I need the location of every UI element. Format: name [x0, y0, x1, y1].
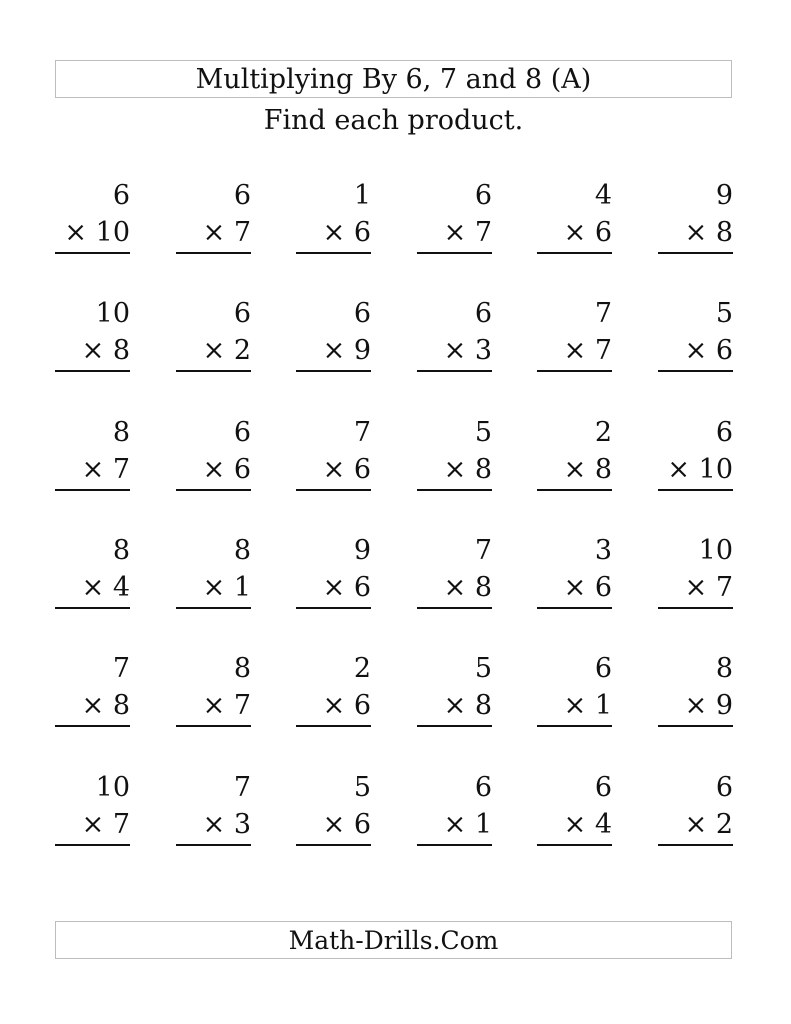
multiplication-sign: ×	[81, 572, 105, 603]
answer-line	[176, 844, 251, 846]
answer-line	[55, 725, 130, 727]
multiplication-problem	[176, 773, 251, 853]
top-factor: 2	[353, 653, 371, 684]
top-factor: 6	[474, 180, 492, 211]
multiplication-sign: ×	[202, 809, 226, 840]
multiplication-problem	[658, 536, 733, 616]
bottom-factor: 3	[474, 335, 492, 366]
bottom-factor: 8	[474, 572, 492, 603]
bottom-factor: 6	[353, 454, 371, 485]
multiplication-problem	[55, 181, 130, 261]
multiplication-problem	[176, 654, 251, 734]
top-factor: 8	[112, 535, 130, 566]
answer-line	[537, 252, 612, 254]
multiplication-problem	[176, 418, 251, 498]
bottom-factor-line	[82, 691, 130, 721]
bottom-factor-line	[323, 573, 371, 603]
top-factor: 8	[233, 653, 251, 684]
bottom-factor: 2	[233, 335, 251, 366]
multiplication-problem	[296, 418, 371, 498]
multiplication-sign: ×	[322, 217, 346, 248]
top-factor: 8	[112, 417, 130, 448]
multiplication-sign: ×	[202, 572, 226, 603]
answer-line	[658, 725, 733, 727]
multiplication-sign: ×	[563, 454, 587, 485]
answer-line	[658, 607, 733, 609]
multiplication-sign: ×	[81, 454, 105, 485]
multiplication-sign: ×	[81, 335, 105, 366]
worksheet-instructions: Find each product.	[263, 105, 524, 136]
multiplication-problem	[537, 654, 612, 734]
footer-box	[55, 921, 732, 959]
multiplication-problem	[417, 773, 492, 853]
bottom-factor: 7	[474, 217, 492, 248]
bottom-factor: 7	[233, 217, 251, 248]
multiplication-sign: ×	[443, 217, 467, 248]
bottom-factor: 8	[474, 454, 492, 485]
top-factor: 7	[112, 653, 130, 684]
multiplication-problem	[658, 299, 733, 379]
multiplication-sign: ×	[202, 335, 226, 366]
bottom-factor: 9	[353, 335, 371, 366]
multiplication-problem	[537, 181, 612, 261]
multiplication-problem	[55, 536, 130, 616]
bottom-factor-line	[203, 691, 251, 721]
multiplication-problem	[537, 536, 612, 616]
bottom-factor-line	[203, 336, 251, 366]
bottom-factor: 6	[233, 454, 251, 485]
bottom-factor-line	[685, 573, 733, 603]
bottom-factor: 7	[112, 809, 130, 840]
multiplication-sign: ×	[81, 690, 105, 721]
bottom-factor-line	[564, 810, 612, 840]
top-factor: 7	[474, 535, 492, 566]
multiplication-sign: ×	[202, 454, 226, 485]
top-factor: 5	[715, 298, 733, 329]
top-factor: 2	[594, 417, 612, 448]
multiplication-sign: ×	[202, 217, 226, 248]
multiplication-sign: ×	[667, 454, 691, 485]
bottom-factor-line	[323, 218, 371, 248]
bottom-factor: 6	[353, 809, 371, 840]
bottom-factor-line	[685, 810, 733, 840]
bottom-factor: 4	[594, 809, 612, 840]
answer-line	[417, 252, 492, 254]
answer-line	[537, 489, 612, 491]
answer-line	[55, 489, 130, 491]
answer-line	[55, 607, 130, 609]
top-factor: 7	[353, 417, 371, 448]
multiplication-problem	[658, 773, 733, 853]
bottom-factor-line	[444, 455, 492, 485]
bottom-factor-line	[667, 455, 733, 485]
multiplication-sign: ×	[684, 335, 708, 366]
multiplication-sign: ×	[684, 809, 708, 840]
bottom-factor: 8	[112, 690, 130, 721]
bottom-factor: 6	[353, 572, 371, 603]
top-factor: 6	[233, 180, 251, 211]
footer-site-name: Math-Drills.Com	[288, 925, 499, 955]
multiplication-sign: ×	[64, 217, 88, 248]
bottom-factor-line	[203, 573, 251, 603]
answer-line	[296, 489, 371, 491]
bottom-factor-line	[82, 573, 130, 603]
answer-line	[658, 844, 733, 846]
bottom-factor-line	[564, 573, 612, 603]
answer-line	[296, 607, 371, 609]
answer-line	[296, 252, 371, 254]
multiplication-sign: ×	[322, 690, 346, 721]
multiplication-problem	[417, 418, 492, 498]
top-factor: 7	[594, 298, 612, 329]
top-factor: 10	[95, 298, 130, 329]
multiplication-problem	[537, 418, 612, 498]
bottom-factor-line	[564, 336, 612, 366]
multiplication-problem	[417, 299, 492, 379]
answer-line	[537, 607, 612, 609]
bottom-factor: 6	[594, 217, 612, 248]
top-factor: 3	[594, 535, 612, 566]
bottom-factor: 7	[112, 454, 130, 485]
bottom-factor-line	[444, 691, 492, 721]
bottom-factor: 3	[233, 809, 251, 840]
bottom-factor-line	[444, 218, 492, 248]
bottom-factor: 7	[715, 572, 733, 603]
multiplication-problem	[176, 536, 251, 616]
answer-line	[55, 252, 130, 254]
bottom-factor-line	[82, 336, 130, 366]
bottom-factor-line	[203, 810, 251, 840]
bottom-factor: 1	[594, 690, 612, 721]
multiplication-sign: ×	[563, 809, 587, 840]
multiplication-problem	[55, 299, 130, 379]
bottom-factor-line	[82, 810, 130, 840]
answer-line	[658, 489, 733, 491]
top-factor: 5	[353, 772, 371, 803]
answer-line	[417, 844, 492, 846]
bottom-factor: 8	[112, 335, 130, 366]
top-factor: 7	[233, 772, 251, 803]
multiplication-sign: ×	[684, 217, 708, 248]
multiplication-sign: ×	[322, 454, 346, 485]
answer-line	[55, 370, 130, 372]
answer-line	[55, 844, 130, 846]
multiplication-problem	[537, 299, 612, 379]
bottom-factor-line	[64, 218, 130, 248]
multiplication-problem	[417, 181, 492, 261]
multiplication-sign: ×	[443, 690, 467, 721]
top-factor: 8	[715, 653, 733, 684]
multiplication-problem	[537, 773, 612, 853]
bottom-factor: 6	[353, 217, 371, 248]
bottom-factor: 10	[698, 454, 733, 485]
answer-line	[176, 607, 251, 609]
top-factor: 6	[594, 653, 612, 684]
answer-line	[296, 370, 371, 372]
bottom-factor: 2	[715, 809, 733, 840]
bottom-factor: 6	[715, 335, 733, 366]
answer-line	[176, 252, 251, 254]
answer-line	[296, 844, 371, 846]
bottom-factor: 6	[353, 690, 371, 721]
bottom-factor: 8	[715, 217, 733, 248]
multiplication-problem	[296, 536, 371, 616]
bottom-factor-line	[444, 573, 492, 603]
answer-line	[176, 489, 251, 491]
top-factor: 4	[594, 180, 612, 211]
bottom-factor-line	[82, 455, 130, 485]
answer-line	[537, 370, 612, 372]
answer-line	[658, 370, 733, 372]
bottom-factor-line	[323, 810, 371, 840]
top-factor: 10	[698, 535, 733, 566]
answer-line	[658, 252, 733, 254]
multiplication-sign: ×	[443, 809, 467, 840]
answer-line	[296, 725, 371, 727]
multiplication-problem	[296, 773, 371, 853]
top-factor: 6	[594, 772, 612, 803]
multiplication-problem	[296, 181, 371, 261]
top-factor: 6	[233, 417, 251, 448]
answer-line	[537, 844, 612, 846]
bottom-factor: 1	[474, 809, 492, 840]
answer-line	[176, 725, 251, 727]
bottom-factor-line	[564, 218, 612, 248]
answer-line	[537, 725, 612, 727]
multiplication-problem	[417, 654, 492, 734]
multiplication-problem	[417, 536, 492, 616]
multiplication-sign: ×	[563, 217, 587, 248]
top-factor: 5	[474, 653, 492, 684]
multiplication-problem	[55, 773, 130, 853]
multiplication-problem	[658, 654, 733, 734]
multiplication-sign: ×	[81, 809, 105, 840]
multiplication-sign: ×	[563, 335, 587, 366]
worksheet-title: Multiplying By 6, 7 and 8 (A)	[195, 63, 592, 95]
multiplication-sign: ×	[443, 572, 467, 603]
top-factor: 10	[95, 772, 130, 803]
bottom-factor: 10	[95, 217, 130, 248]
bottom-factor: 6	[594, 572, 612, 603]
bottom-factor: 8	[474, 690, 492, 721]
answer-line	[417, 489, 492, 491]
top-factor: 6	[474, 298, 492, 329]
bottom-factor-line	[685, 336, 733, 366]
multiplication-problem	[55, 654, 130, 734]
multiplication-problem	[55, 418, 130, 498]
bottom-factor-line	[323, 336, 371, 366]
bottom-factor: 7	[233, 690, 251, 721]
answer-line	[417, 607, 492, 609]
bottom-factor-line	[685, 218, 733, 248]
top-factor: 5	[474, 417, 492, 448]
multiplication-problem	[296, 299, 371, 379]
multiplication-sign: ×	[684, 690, 708, 721]
top-factor: 6	[233, 298, 251, 329]
bottom-factor-line	[444, 810, 492, 840]
multiplication-problem	[176, 181, 251, 261]
multiplication-sign: ×	[322, 335, 346, 366]
bottom-factor: 8	[594, 454, 612, 485]
bottom-factor: 9	[715, 690, 733, 721]
top-factor: 1	[353, 180, 371, 211]
bottom-factor-line	[444, 336, 492, 366]
answer-line	[417, 725, 492, 727]
top-factor: 6	[353, 298, 371, 329]
top-factor: 9	[353, 535, 371, 566]
multiplication-sign: ×	[202, 690, 226, 721]
bottom-factor-line	[564, 455, 612, 485]
multiplication-problem	[658, 418, 733, 498]
multiplication-sign: ×	[443, 454, 467, 485]
multiplication-sign: ×	[322, 572, 346, 603]
bottom-factor-line	[685, 691, 733, 721]
bottom-factor-line	[323, 691, 371, 721]
multiplication-problem	[296, 654, 371, 734]
top-factor: 6	[474, 772, 492, 803]
multiplication-sign: ×	[563, 690, 587, 721]
top-factor: 8	[233, 535, 251, 566]
bottom-factor-line	[564, 691, 612, 721]
multiplication-sign: ×	[563, 572, 587, 603]
bottom-factor-line	[203, 455, 251, 485]
top-factor: 6	[715, 772, 733, 803]
multiplication-sign: ×	[443, 335, 467, 366]
answer-line	[176, 370, 251, 372]
top-factor: 9	[715, 180, 733, 211]
top-factor: 6	[715, 417, 733, 448]
bottom-factor-line	[203, 218, 251, 248]
multiplication-problem	[658, 181, 733, 261]
answer-line	[417, 370, 492, 372]
bottom-factor: 1	[233, 572, 251, 603]
top-factor: 6	[112, 180, 130, 211]
bottom-factor-line	[323, 455, 371, 485]
multiplication-sign: ×	[322, 809, 346, 840]
bottom-factor: 7	[594, 335, 612, 366]
multiplication-sign: ×	[684, 572, 708, 603]
bottom-factor: 4	[112, 572, 130, 603]
multiplication-problem	[176, 299, 251, 379]
